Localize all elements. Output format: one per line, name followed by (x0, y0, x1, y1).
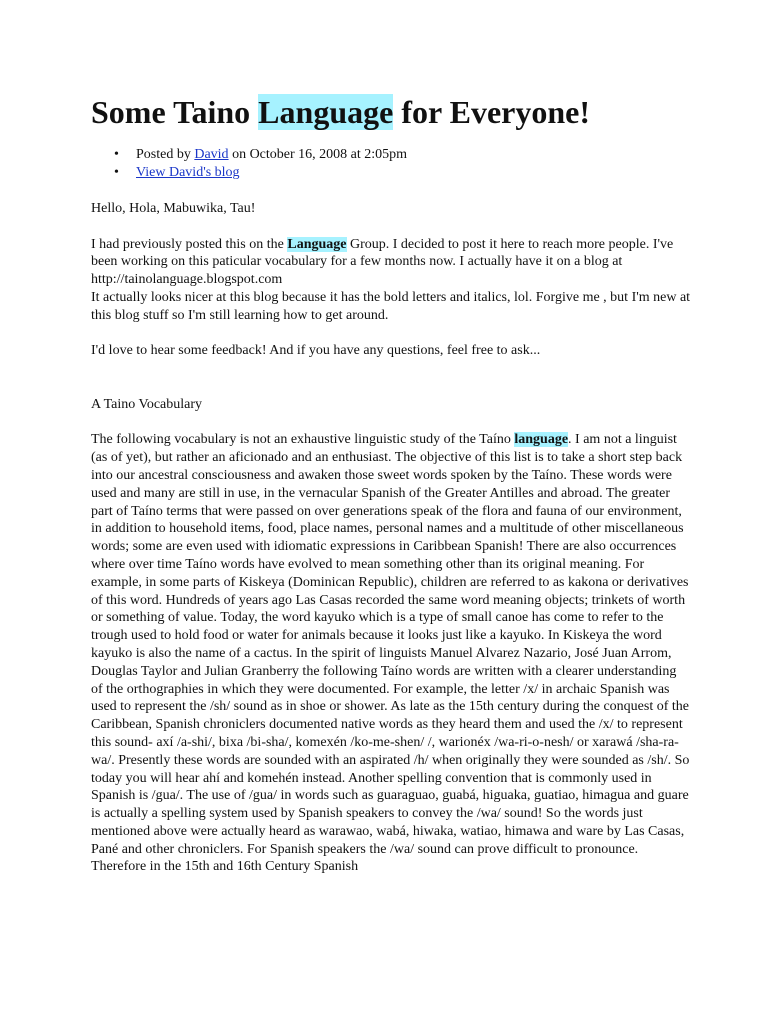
post-meta-byline (91, 146, 407, 164)
title-highlight-language: Language (258, 94, 394, 130)
author-link[interactable]: David (194, 147, 229, 162)
posted-by-label: Posted by (136, 147, 195, 162)
vocab-text-start: The following vocabulary is not an exhaustive linguistic study of the Taíno (91, 432, 515, 448)
paragraph-spacer (91, 414, 691, 432)
post-body (91, 200, 691, 876)
title-text-end: for Everyone! (393, 94, 590, 130)
intro-text-end: Group. I decided to post it here to reach more people. I've been working on this paticular vocabulary for a few months now. I actually have it on a blog at http://tainolanguage.blogspot.com (91, 236, 674, 288)
language-group-highlight: Language (287, 236, 347, 252)
view-blog-link[interactable]: View David's blog (136, 164, 240, 180)
section-heading: A Taino Vocabulary (91, 396, 203, 412)
post-meta-blog (91, 164, 407, 182)
blog-note-paragraph: It actually looks nicer at this blog because it has the bold letters and italics, lol. Forgive me , but I'm new at this blog stuff so I'm still learning how to get around. (91, 289, 691, 323)
post-meta-list (91, 146, 407, 181)
paragraph-spacer (91, 325, 691, 343)
intro-text-start: I had previously posted this on the (91, 236, 288, 252)
vocab-text-end: . I am not a linguist (as of yet), but rather an aficionado and an enthusiast. The objective of this list is to take a short step back into our ancestral consciousness and awaken those sweet words spoken by the Taíno. These words were used and many are still in use, in the vernacular Spanish of the Greater Antilles and abroad. The greater part of Taíno terms that were passed on over generations speak of the flora and fauna of our environment, in addition to household items, food, place names, personal names and a multitude of other miscellaneous words; some are even used with idiomatic expressions in Caribbean Spanish! There are also occurrences where over time Taíno words have evolved to mean something other than its original meaning. For example, in some parts of Kiskeya (Dominican Republic), children are referred to as kakona or derivatives of this word. Hundreds of years ago Las Casas recorded the same word meaning objects; trinkets of worth or something of value. Today, the word kayuko which is a type of small canoe has come to refer to the trough used to hold food or water for animals because it looks just like a kayuko. In Kiskeya the word kayuko is also the name of a cactus. In the spirit of linguists Manuel Alvarez Nazario, José Juan Arrom, Douglas Taylor and Julian Granberry the following Taíno words are written with a clearer understanding of the orthographies in which they were documented. For example, the letter /x/ in archaic Spanish was used to represent the /sh/ sound as in shoe or shower. As late as the 15th century during the conquest of the Caribbean, Spanish chroniclers documented native words as they heard them and used the /x/ to represent this sound- axí /a-shi/, bixa /bi-sha/, komexén /ko-me-shen/ /, warionéx /wa-ri-o-nesh/ or xarawá /sha-ra-wa/. Presently these words are sounded with an aspirated /h/ when originally they were sounded as /sh/. So today you will hear ahí and komehén instead. Another spelling convention that is commonly used in Spanish is /gua/. The use of /gua/ in words such as guaraguao, guabá, higuaka, guatiao, himagua and guare is actually a spelling system used by Spanish speakers to convey the /wa/ sound! So the words just mentioned above were actually heard as warawao, wabá, hiwaka, watiao, himawa and ware by Las Casas, Pané and other chroniclers. For Spanish speakers the /wa/ sound can prove difficult to pronounce. Therefore in the 15th and 16th Century Spanish (91, 432, 690, 875)
paragraph-spacer (91, 360, 691, 396)
language-highlight: language (514, 432, 569, 448)
intro-paragraph (91, 236, 691, 289)
title-text-start: Some Taino (91, 94, 259, 130)
post-date: on October 16, 2008 at 2:05pm (228, 147, 408, 162)
feedback-paragraph: I'd love to hear some feedback! And if you have any questions, feel free to ask... (91, 343, 541, 359)
post-title (91, 92, 590, 132)
paragraph-spacer (91, 218, 691, 236)
vocabulary-intro-paragraph (91, 431, 691, 876)
greeting-text: Hello, Hola, Mabuwika, Tau! (91, 201, 256, 216)
